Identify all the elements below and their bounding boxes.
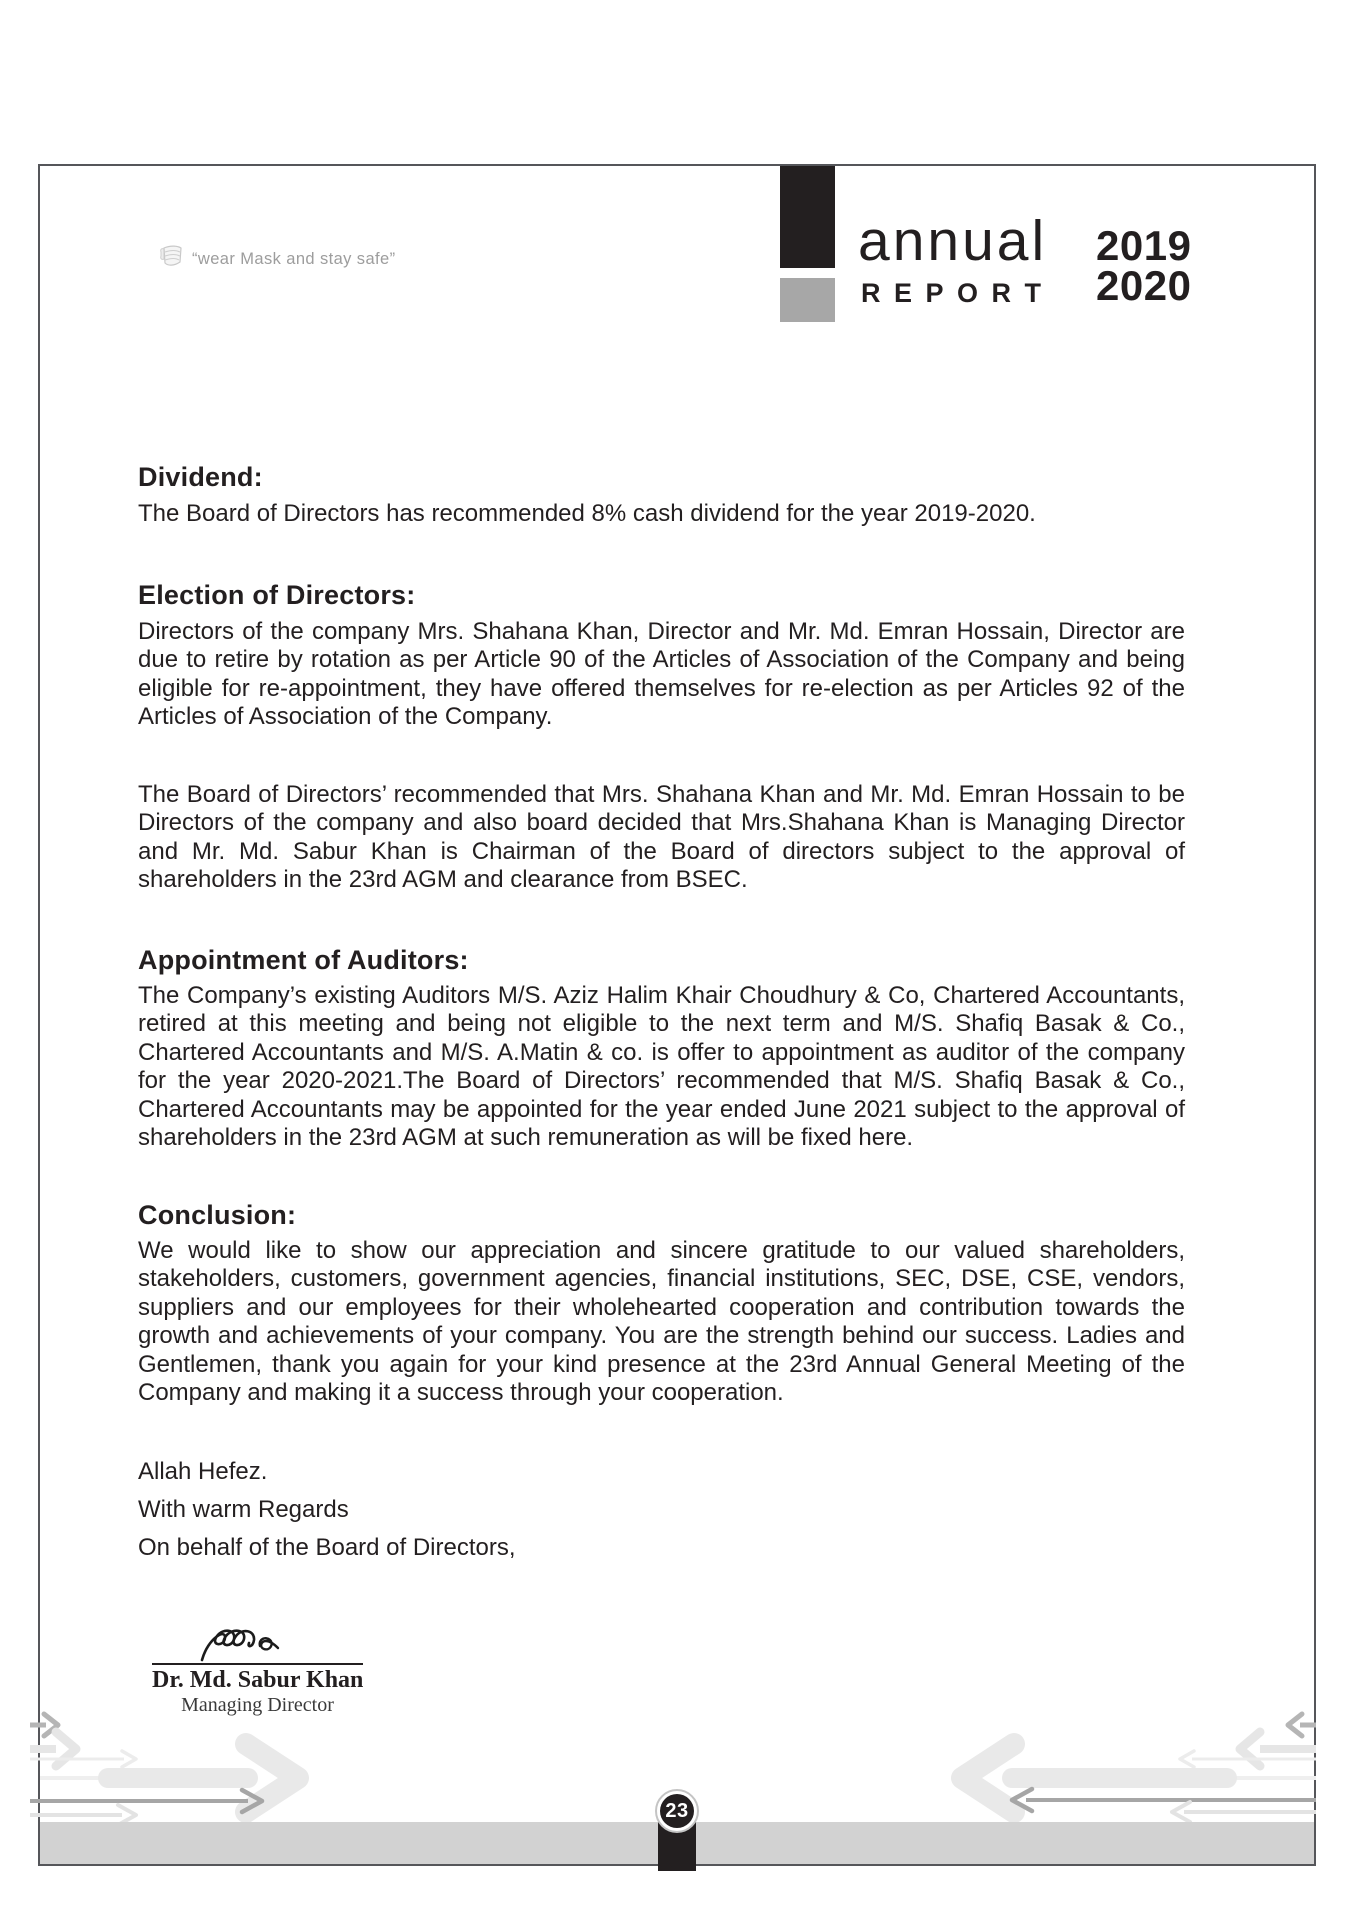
signatory-title: Managing Director: [181, 1694, 334, 1716]
page-number: 23: [660, 1794, 694, 1828]
section-heading-conclusion: Conclusion:: [138, 1200, 297, 1230]
logo-years: [1096, 222, 1192, 309]
section-heading-election: Election of Directors:: [138, 580, 416, 610]
section-heading-dividend: Dividend:: [138, 462, 263, 492]
logo-gray-block: [780, 278, 835, 322]
paragraph-dividend: The Board of Directors has recommended 8% cash dividend for the year 2019-2020.: [138, 500, 1036, 527]
section-heading-auditors: Appointment of Auditors:: [138, 945, 469, 975]
paragraph-conclusion: We would like to show our appreciation and sincere gratitude to our valued shareholders, stakeholders, customers, government agencies, financial institutions, SEC, DSE, CSE, vendors, suppliers and our employees for their wholehearted cooperation and contribution towards the growth and achievements of your company. You are the strength behind our success. Ladies and Gentlemen, thank you again for your kind presence at the 23rd Annual General Meeting of the Company and making it a success through your cooperation.: [138, 1237, 1185, 1407]
logo-black-block: [780, 166, 835, 268]
paragraph-election-1: Directors of the company Mrs. Shahana Khan, Director and Mr. Md. Emran Hossain, Director are due to retire by rotation as per Article 90 of the Articles of Association of the Company and being eligible for re-appointment, they have offered themselves for re-election as per Articles 92 of the Articles of Association of the Company.: [138, 618, 1185, 731]
logo-annual-text: annual: [858, 209, 1048, 273]
closing-line-on-behalf: On behalf of the Board of Directors,: [138, 1534, 516, 1561]
signature-rule: [152, 1663, 363, 1665]
closing-line-warm-regards: With warm Regards: [138, 1496, 349, 1523]
logo-report-text: REPORT: [861, 278, 1055, 308]
face-mask-icon: [158, 242, 186, 275]
logo-year-top: 2019: [1096, 222, 1192, 269]
paragraph-auditors: The Company’s existing Auditors M/S. Aziz Halim Khair Choudhury & Co, Chartered Accountants, retired at this meeting and being not eligible to the next term and M/S. Shafiq Basak & Co., Chartered Accountants and M/S. A.Matin & co. is offer to appointment as auditor of the company for the year 2020-2021.The Board of Directors’ recommended that M/S. Shafiq Basak & Co., Chartered Accountants may be appointed for the year ended June 2021 subject to the approval of shareholders in the 23rd AGM at such remuneration as will be fixed here.: [138, 982, 1185, 1152]
mask-note: “wear Mask and stay safe”: [192, 250, 396, 268]
paragraph-election-2: The Board of Directors’ recommended that Mrs. Shahana Khan and Mr. Md. Emran Hossain to be Directors of the company and also board decided that Mrs.Shahana Khan is Managing Director and Mr. Md. Sabur Khan is Chairman of the Board of directors subject to the approval of shareholders in the 23rd AGM and clearance from BSEC.: [138, 781, 1185, 894]
logo-year-bottom: 2020: [1096, 262, 1192, 309]
closing-line-allah-hefez: Allah Hefez.: [138, 1458, 268, 1485]
signatory-name: Dr. Md. Sabur Khan: [152, 1667, 364, 1693]
page-number-badge: [655, 1789, 699, 1833]
